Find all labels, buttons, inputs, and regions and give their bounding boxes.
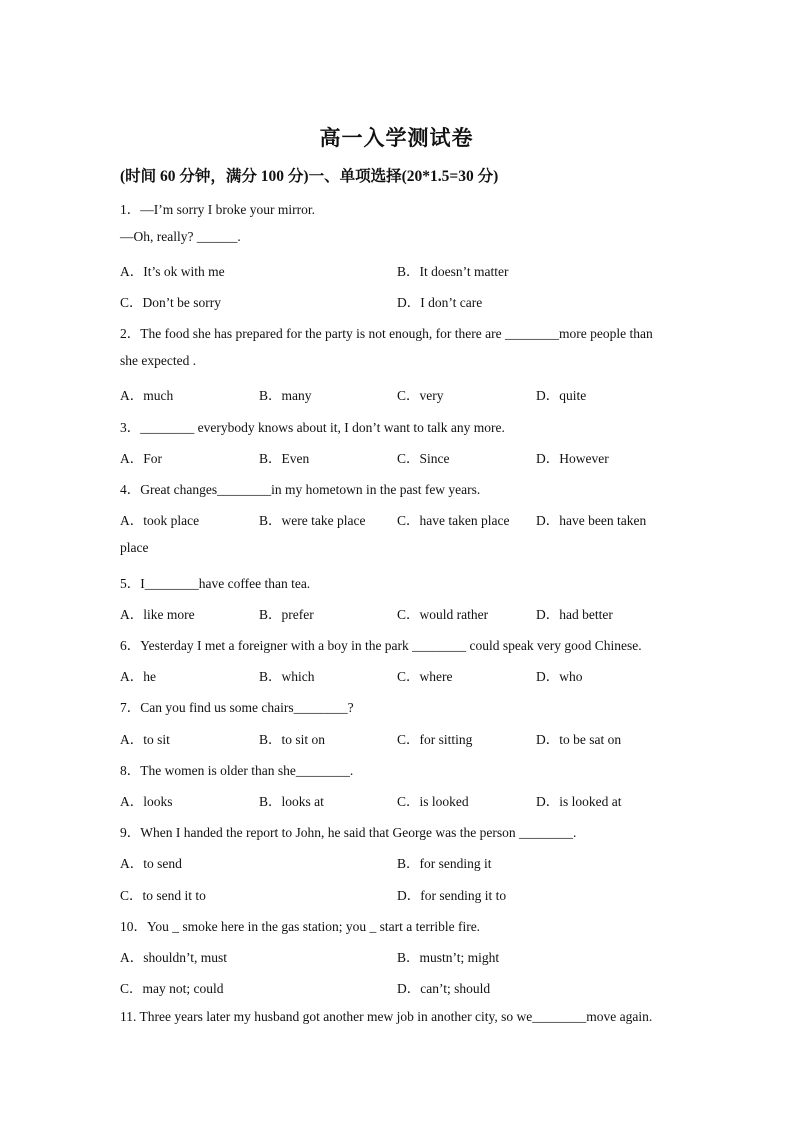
question-8-option-d: D．is looked at	[536, 794, 622, 809]
question-1-stem-line2: —Oh, really? ______.	[120, 229, 241, 244]
question-5-option-a: A．like more	[120, 607, 195, 622]
question-3-option-a: A．For	[120, 451, 163, 466]
question-1-option-c: C．Don’t be sorry	[120, 295, 221, 310]
question-10-option-b: B．mustn’t; might	[397, 950, 500, 965]
question-4-option-d-wrap: place	[120, 540, 149, 555]
question-7-option-b: B．to sit on	[259, 732, 326, 747]
question-5-option-b: B．prefer	[259, 607, 314, 622]
question-8-option-c: C．is looked	[397, 794, 469, 809]
question-2-stem-line2: she expected .	[120, 353, 197, 368]
question-4-option-a: A．took place	[120, 513, 200, 528]
section-heading: (时间 60 分钟，满分 100 分)一、单项选择(20*1.5=30 分)	[120, 168, 499, 185]
question-3-option-b: B．Even	[259, 451, 310, 466]
question-7-option-a: A．to sit	[120, 732, 170, 747]
question-10-option-c: C．may not; could	[120, 981, 224, 996]
question-8-option-b: B．looks at	[259, 794, 324, 809]
question-3-option-d: D．However	[536, 451, 609, 466]
question-9-stem: 9．When I handed the report to John, he said that George was the person ________.	[120, 825, 577, 840]
question-9-option-a: A．to send	[120, 856, 182, 871]
question-6-option-a: A．he	[120, 669, 156, 684]
question-2-option-b: B．many	[259, 388, 312, 403]
question-3-option-c: C．Since	[397, 451, 450, 466]
question-8-stem: 8．The women is older than she________.	[120, 763, 354, 778]
question-9-option-b: B．for sending it	[397, 856, 492, 871]
question-2-option-c: C．very	[397, 388, 444, 403]
question-6-stem: 6．Yesterday I met a foreigner with a boy in the park ________ could speak very good Chinese.	[120, 638, 642, 653]
question-5-option-d: D．had better	[536, 607, 613, 622]
question-2-stem: 2．The food she has prepared for the party is not enough, for there are ________more people than	[120, 326, 653, 341]
question-10-option-a: A．shouldn’t, must	[120, 950, 228, 965]
question-4-option-c: C．have taken place	[397, 513, 510, 528]
question-6-option-d: D．who	[536, 669, 583, 684]
question-10-option-d: D．can’t; should	[397, 981, 491, 996]
question-6-option-c: C．where	[397, 669, 453, 684]
question-4-option-b: B．were take place	[259, 513, 366, 528]
question-11-stem: 11. Three years later my husband got another mew job in another city, so we________move again.	[120, 1009, 653, 1024]
question-1-option-b: B．It doesn’t matter	[397, 264, 509, 279]
question-6-option-b: B．which	[259, 669, 315, 684]
question-5-stem: 5．I________have coffee than tea.	[120, 576, 311, 591]
question-1-option-d: D．I don’t care	[397, 295, 483, 310]
question-5-option-c: C．would rather	[397, 607, 489, 622]
question-2-option-a: A．much	[120, 388, 174, 403]
question-2-option-d: D．quite	[536, 388, 587, 403]
question-7-option-c: C．for sitting	[397, 732, 473, 747]
question-3-stem: 3．________ everybody knows about it, I don’t want to talk any more.	[120, 420, 505, 435]
question-7-option-d: D．to be sat on	[536, 732, 622, 747]
question-7-stem: 7．Can you find us some chairs________?	[120, 700, 354, 715]
question-4-stem: 4．Great changes________in my hometown in the past few years.	[120, 482, 481, 497]
question-8-option-a: A．looks	[120, 794, 173, 809]
question-9-option-c: C．to send it to	[120, 888, 206, 903]
page-title: 高一入学测试卷	[319, 126, 474, 150]
question-9-option-d: D．for sending it to	[397, 888, 507, 903]
question-4-option-d: D．have been taken	[536, 513, 647, 528]
question-1-stem: 1．—I’m sorry I broke your mirror.	[120, 202, 315, 217]
question-10-stem: 10．You _ smoke here in the gas station; you _ start a terrible fire.	[120, 919, 481, 934]
question-1-option-a: A．It’s ok with me	[120, 264, 225, 279]
